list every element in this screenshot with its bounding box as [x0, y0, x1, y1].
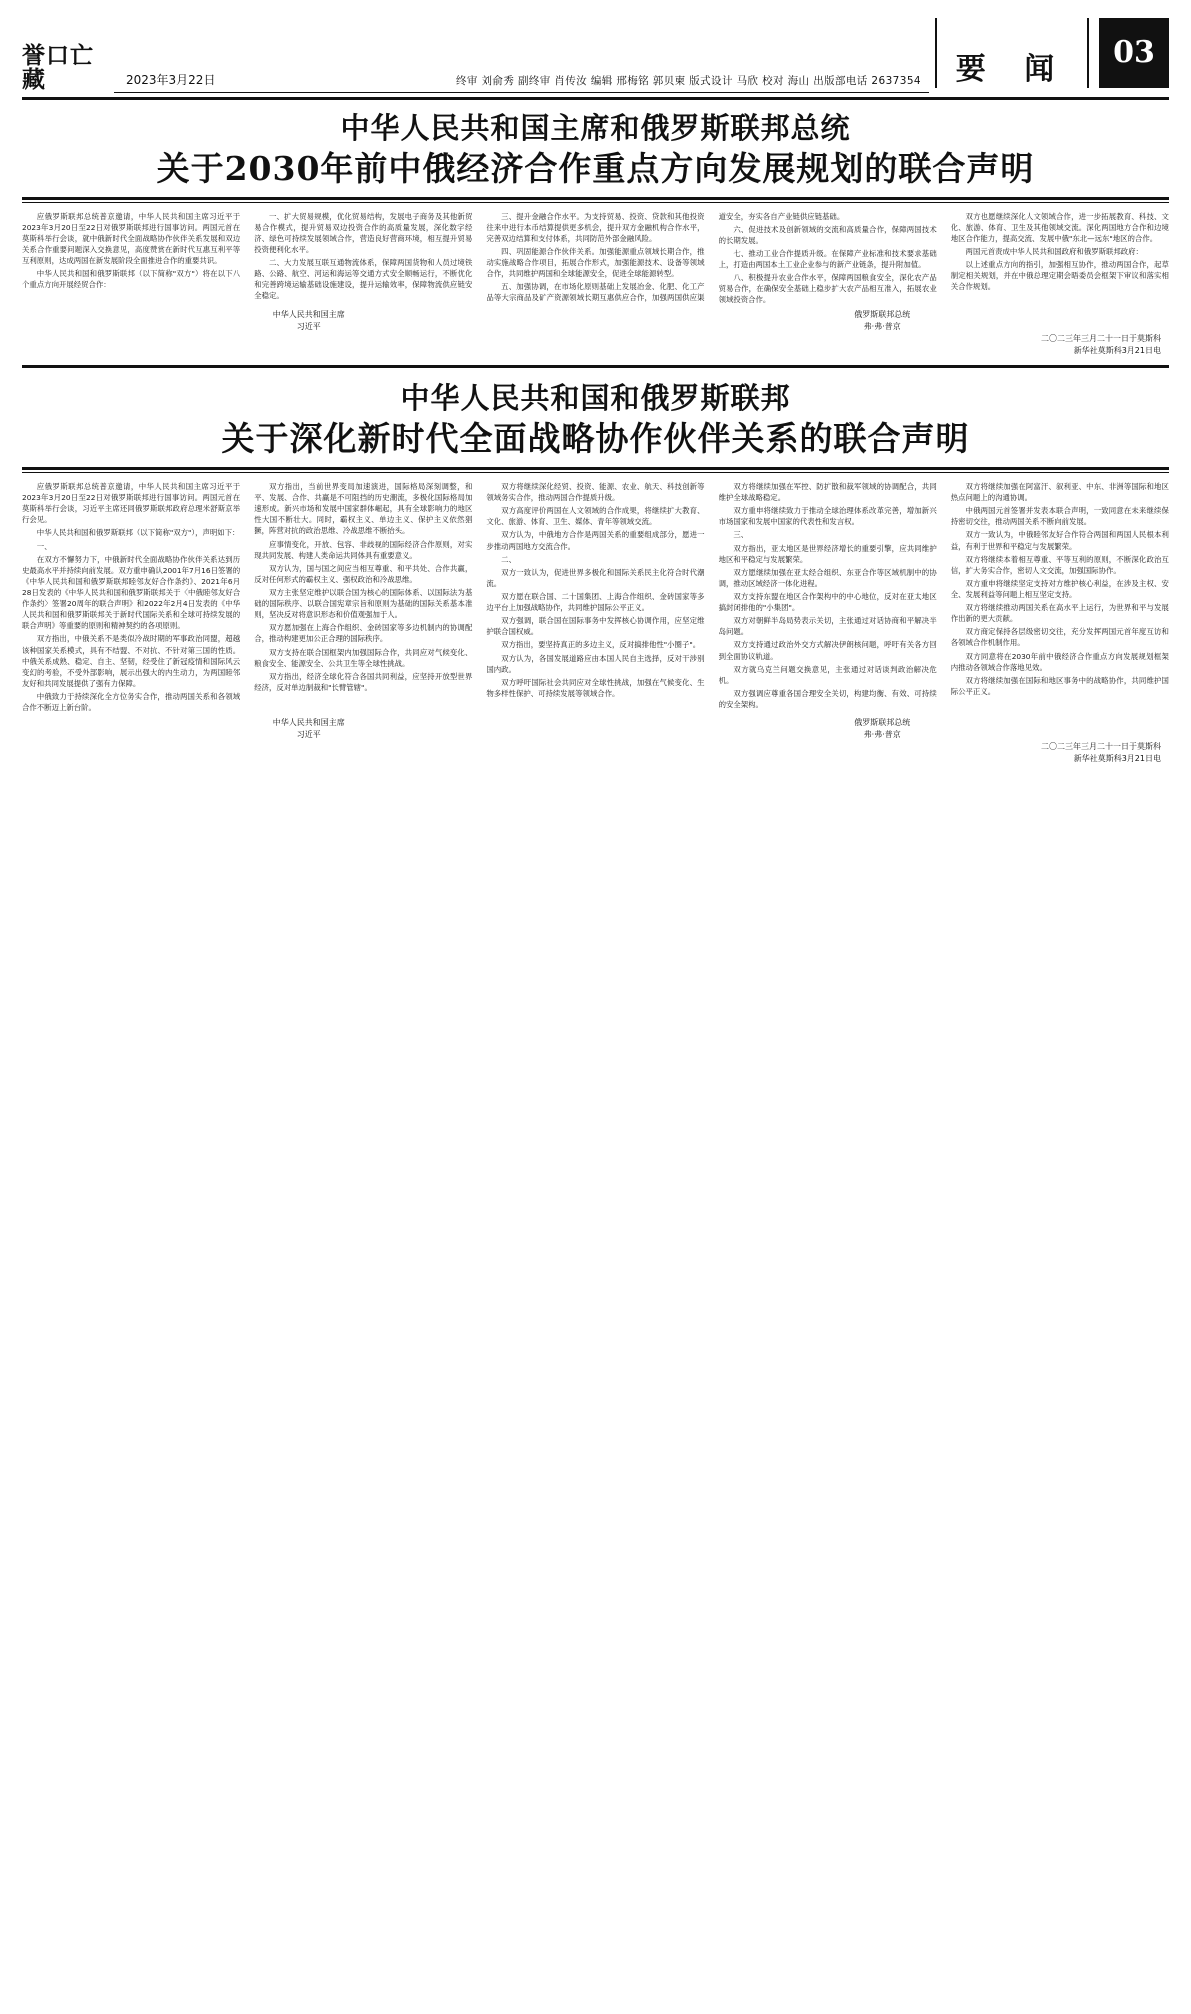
paragraph: 二、: [501, 554, 516, 564]
paragraph: 双方就乌克兰问题交换意见，主张通过对话谈判政治解决危机。: [718, 664, 937, 685]
signature-title: 中华人民共和国主席: [272, 310, 345, 320]
article1-datestamp: 二〇二三年三月二十一日于莫斯科: [1041, 334, 1161, 344]
paragraph: 一、扩大贸易规模，优化贸易结构，发展电子商务及其他新贸易合作模式，提升贸易双边投资合作的高质量发展，深化数字经济、绿色可持续发展领域合作，营造良好营商环境，相互提升贸易投资便利化水平。: [254, 211, 473, 254]
page-number: 03: [1099, 18, 1169, 88]
section-title: 要 闻: [935, 18, 1089, 88]
paragraph: 双方重申将继续致力于推动全球治理体系改革完善，增加新兴市场国家和发展中国家的代表性和发言权。: [718, 506, 937, 527]
paragraph: 双方愿继续加强在亚太经合组织、东亚合作等区域机制中的协调，推动区域经济一体化进程。: [718, 567, 937, 588]
article2-headline-line1: 中华人民共和国和俄罗斯联邦: [400, 381, 791, 416]
article2-headline-line2: 关于深化新时代全面战略协作伙伴关系的联合声明: [221, 419, 970, 459]
headline-rule: [22, 467, 1169, 470]
paragraph: 中华人民共和国和俄罗斯联邦（以下简称"双方"）将在以下八个重点方向开展经贸合作：: [22, 269, 241, 290]
paragraph: 双方指出，亚太地区是世界经济增长的重要引擎，应共同维护地区和平稳定与发展繁荣。: [718, 543, 937, 564]
paragraph: 八、积极提升农业合作水平，保障两国粮食安全，深化农产品贸易合作，在确保安全基础上稳步扩大农产品相互准入，拓展农业领域投资合作。: [718, 273, 937, 305]
signature-title: 中华人民共和国主席: [272, 718, 345, 728]
paragraph: 三、提升金融合作水平。为支持贸易、投资、贷款和其他投资往来中进行本币结算提供更多机会，提升双方金融机构合作水平，完善双边结算和支付体系，共同防范外部金融风险。: [486, 211, 705, 243]
paragraph: 双方认为，各国发展道路应由本国人民自主选择，反对干涉别国内政。: [486, 653, 705, 674]
signature-russia: [624, 717, 1140, 741]
paragraph: 双方认为，中俄地方合作是两国关系的重要组成部分，愿进一步推动两国地方交流合作。: [486, 530, 705, 551]
article2-datestamp: 二〇二三年三月二十一日于莫斯科: [1041, 742, 1161, 752]
paragraph: 双方高度评价两国在人文领域的合作成果，将继续扩大教育、文化、旅游、体育、卫生、媒体、青年等领域交流。: [486, 506, 705, 527]
article2-agency-line: 新华社莫斯科3月21日电: [1073, 754, 1161, 764]
paragraph: 二、大力发展互联互通物流体系，保障两国货物和人员过境铁路、公路、航空、河运和海运等交通方式安全顺畅运行，不断优化和完善跨境运输基础设施建设，提升运输效率，保障物流供应链安全稳定。: [254, 258, 473, 301]
signature-name: 习近平: [296, 730, 321, 740]
headline-rule-thin: [22, 472, 1169, 473]
article1-headline-line2: 关于2030年前中俄经济合作重点方向发展规划的联合声明: [156, 148, 1035, 188]
paragraph: 双方将继续推动两国关系在高水平上运行，为世界和平与发展作出新的更大贡献。: [950, 603, 1169, 624]
paragraph: 双方支持在联合国框架内加强国际合作，共同应对气候变化、粮食安全、能源安全、公共卫生等全球性挑战。: [254, 647, 473, 668]
article1-headline: [22, 110, 1169, 191]
article2-headline: [22, 380, 1169, 461]
paragraph: 以上述重点方向的指引，加强相互协作，推动两国合作，起草制定相关规划，并在中俄总理定期会晤委员会框架下审议和落实相关合作规划。: [950, 260, 1169, 292]
masthead-info: [114, 18, 929, 93]
paragraph: 双方将继续加强在军控、防扩散和裁军领域的协调配合，共同维护全球战略稳定。: [718, 482, 937, 503]
signature-name: 弗·弗·普京: [863, 730, 901, 740]
paragraph: 中华人民共和国和俄罗斯联邦（以下简称"双方"），声明如下：: [36, 528, 240, 538]
paragraph: 双方将继续加强在阿富汗、叙利亚、中东、非洲等国际和地区热点问题上的沟通协调。: [950, 482, 1169, 503]
paragraph: 双方也愿继续深化人文领域合作，进一步拓展教育、科技、文化、旅游、体育、卫生及其他领域交流。深化两国地方合作和边境地区合作能力，提高交流、发展中俄"东北—远东"地区的合作。: [950, 211, 1169, 243]
signature-name: 习近平: [296, 322, 321, 332]
paragraph: 六、促进技术及创新领域的交流和高质量合作，保障两国技术的长期发展。: [718, 224, 937, 245]
paragraph: 五、加强协调，在市场化原则基础上发展冶金、化肥、化工产品等大宗商品及矿产资源领域长期互惠供应合作，加强两国供应渠道安全，夯实各自产业链供应链基础。: [486, 211, 845, 303]
article2-body: [22, 481, 1169, 713]
signature-china: [51, 717, 567, 741]
paragraph: 双方将继续深化经贸、投资、能源、农业、航天、科技创新等领域务实合作，推动两国合作提质升级。: [486, 482, 705, 503]
paragraph: 在双方不懈努力下，中俄新时代全面战略协作伙伴关系达到历史最高水平并持续向前发展。双方重申确认2001年7月16日签署的《中华人民共和国和俄罗斯联邦睦邻友好合作条约》、2021年6月28日发表的《中华人民共和国和俄罗斯联邦关于〈中俄睦邻友好合作条约〉签署20周年的联合声明》和2022年2月4日发表的《中华人民共和国和俄罗斯联邦关于新时代国际关系和全球可持续发展的联合声明》等重要的原则和精神契约的各项原则。: [22, 554, 241, 631]
paragraph: 一、: [36, 541, 52, 551]
paragraph: 中俄致力于持续深化全方位务实合作，推动两国关系和各领域合作不断迈上新台阶。: [22, 692, 241, 713]
paragraph: 双方呼吁国际社会共同应对全球性挑战，加强在气候变化、生物多样性保护、可持续发展等领域合作。: [486, 677, 705, 698]
article1-body: [22, 211, 1169, 306]
article1-agency-line: 新华社莫斯科3月21日电: [1073, 346, 1161, 356]
paragraph: 双方对朝鲜半岛局势表示关切，主张通过对话协商和平解决半岛问题。: [718, 616, 937, 637]
paragraph: 双方重申将继续坚定支持对方维护核心利益，在涉及主权、安全、发展利益等问题上相互坚定支持。: [950, 578, 1169, 600]
headline-rule: [22, 197, 1169, 200]
paragraph: 双方强调，联合国在国际事务中发挥核心协调作用，应坚定维护联合国权威。: [486, 616, 705, 637]
paragraph: 两国元首责成中华人民共和国政府和俄罗斯联邦政府：: [965, 246, 1143, 256]
paragraph: 七、推动工业合作提质升级。在保障产业标准和技术要求基础上，打造由两国本土工业企业参与的新产业链条，提升附加值。: [718, 248, 937, 270]
article1-headline-line1: 中华人民共和国主席和俄罗斯联邦总统: [340, 111, 851, 145]
publication-date: 2023年3月22日: [126, 73, 216, 87]
paragraph: 双方同意将在2030年前中俄经济合作重点方向发展规划框架内推动各领域合作落地见效。: [950, 651, 1169, 672]
paragraph: 双方一致认为，中俄睦邻友好合作符合两国和两国人民根本利益，有利于世界和平稳定与发展繁荣。: [950, 530, 1169, 551]
paragraph: 应俄罗斯联邦总统普京邀请，中华人民共和国主席习近平于2023年3月20日至22日对俄罗斯联邦进行国事访问。两国元首在莫斯科举行会谈，就中俄新时代全面战略协作伙伴关系发展和双边关系合作重要问题深入交换意见，高度赞赏在新时代互惠互利平等互利原则，达成两国在新发展阶段全面推进合作的重要共识。: [22, 211, 241, 266]
paragraph: 双方指出，中俄关系不是类似冷战时期的军事政治同盟，超越该种国家关系模式，具有不结盟、不对抗、不针对第三国的性质。中俄关系成熟、稳定、自主、坚韧，经受住了新冠疫情和国际风云变幻的考验，不受外部影响，展示出强大的内生动力，为两国睦邻友好和共同发展提供了强有力保障。: [22, 634, 241, 688]
article2-signatures: [22, 717, 1169, 741]
signature-title: 俄罗斯联邦总统: [854, 310, 911, 320]
paragraph: 三、: [733, 530, 749, 540]
paragraph: 双方指出，经济全球化符合各国共同利益，应坚持开放型世界经济，反对单边制裁和"长臂管辖"。: [254, 671, 473, 692]
paragraph: 双方支持东盟在地区合作架构中的中心地位，反对在亚太地区搞封闭排他的"小集团"。: [718, 592, 937, 613]
editorial-credits: 终审 刘俞秀 副终审 肖传汝 编辑 邢梅铭 郭贝柬 版式设计 马欣 校对 海山 出版部电话 2637354: [455, 75, 921, 87]
headline-rule-thin: [22, 202, 1169, 203]
article1-signatures: [22, 309, 1169, 333]
paragraph: 双方指出，要坚持真正的多边主义，反对搞排他性"小圈子"。: [501, 640, 701, 650]
article-economic-cooperation: [22, 100, 1169, 357]
paragraph: 中俄两国元首签署并发表本联合声明，一致同意在未来继续保持密切交往，推动两国关系不断向前发展。: [950, 506, 1169, 527]
signature-russia: [624, 309, 1140, 333]
paragraph: 双方主张坚定维护以联合国为核心的国际体系、以国际法为基础的国际秩序、以联合国宪章宗旨和原则为基础的国际关系基本准则，坚决反对将意识形态和价值观强加于人。: [254, 588, 473, 620]
paragraph: 双方将继续加强在国际和地区事务中的战略协作，共同维护国际公平正义。: [950, 675, 1169, 696]
signature-title: 俄罗斯联邦总统: [854, 718, 911, 728]
paragraph: 双方支持通过政治外交方式解决伊朗核问题，呼吁有关各方回到全面协议轨道。: [718, 640, 937, 661]
signature-name: 弗·弗·普京: [863, 322, 901, 332]
paragraph: 四、巩固能源合作伙伴关系。加强能源重点领域长期合作，推动实施战略合作项目，拓展合作形式，加强能源技术、设备等领域合作，共同维护两国和全球能源安全，促进全球能源转型。: [486, 246, 705, 279]
masthead: [22, 18, 1169, 100]
signature-china: [51, 309, 567, 333]
paragraph: 双方商定保持各层级密切交往，充分发挥两国元首年度互访和各领域合作机制作用。: [950, 627, 1169, 648]
newspaper-logo: 誉口亡藏: [22, 42, 94, 94]
paragraph: 双方强调应尊重各国合理安全关切，构建均衡、有效、可持续的安全架构。: [718, 688, 937, 709]
paragraph: 双方愿加强在上海合作组织、金砖国家等多边机制内的协调配合，推动构建更加公正合理的国际秩序。: [254, 623, 473, 644]
article-strategic-partnership: [22, 365, 1169, 765]
paragraph: 应事情变化，开放、包容、非歧视的国际经济合作原则，对实现共同发展、构建人类命运共同体具有重要意义。: [254, 539, 473, 560]
paragraph: 双方一致认为，促进世界多极化和国际关系民主化符合时代潮流。: [486, 567, 705, 588]
paragraph: 应俄罗斯联邦总统普京邀请，中华人民共和国主席习近平于2023年3月20日至22日对俄罗斯联邦进行国事访问。两国元首在莫斯科举行会谈，习近平主席还同俄罗斯联邦政府总理米舒斯京举行会见。: [22, 482, 241, 525]
paragraph: 双方愿在联合国、二十国集团、上海合作组织、金砖国家等多边平台上加强战略协作，共同维护国际公平正义。: [486, 592, 705, 613]
paragraph: 双方认为，国与国之间应当相互尊重、和平共处、合作共赢，反对任何形式的霸权主义、强权政治和冷战思维。: [254, 563, 473, 584]
paragraph: 双方指出，当前世界变局加速演进，国际格局深刻调整，和平、发展、合作、共赢是不可阻挡的历史潮流，多极化国际格局加速形成。新兴市场和发展中国家群体崛起，具有全球影响力的地区性大国不断壮大。同时，霸权主义、单边主义、保护主义依然猖獗，阵营对抗的政治思维、冷战思维不断抬头。: [254, 482, 473, 536]
paragraph: 双方将继续本着相互尊重、平等互利的原则，不断深化政治互信，扩大务实合作，密切人文交流，加强国际协作。: [950, 554, 1169, 575]
